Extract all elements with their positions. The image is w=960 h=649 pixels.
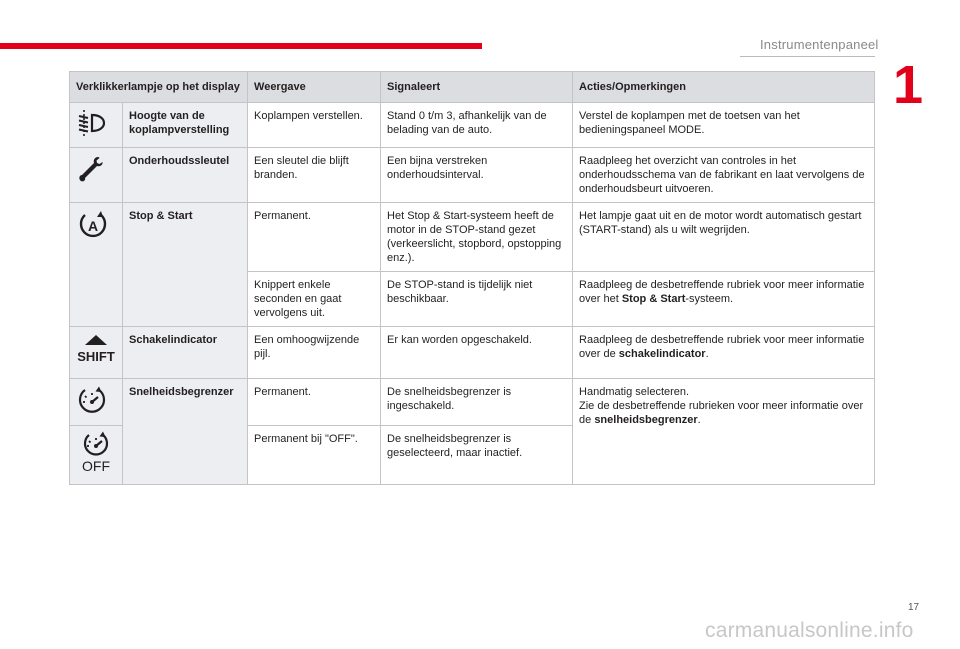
icon-cell	[70, 426, 123, 485]
svg-text:A: A	[87, 218, 99, 234]
watermark: carmanualsonline.info	[705, 619, 914, 642]
icon-cell	[70, 148, 123, 203]
signal-cell: Er kan worden opgeschakeld.	[381, 327, 573, 379]
icon-cell	[70, 379, 123, 426]
indicator-name: Onderhoudssleutel	[123, 148, 248, 203]
table-header-row	[70, 72, 875, 103]
page-number: 17	[908, 602, 920, 613]
display-cell: Koplampen verstellen.	[248, 103, 381, 148]
action-text: Zie de desbetreffende rubrieken voor meer informatie over de	[579, 400, 864, 426]
action-emphasis: schakelindicator	[618, 348, 706, 360]
table-row	[70, 379, 875, 426]
icon-cell	[70, 327, 123, 379]
display-cell: Knippert enkele seconden en gaat vervolgens uit.	[248, 272, 381, 327]
icon-cell	[70, 203, 123, 327]
action-cell: Raadpleeg het overzicht van controles in het onderhoudsschema van de fabrikant en laat vervolgens de onderhoudsbeurt uitvoeren.	[573, 148, 875, 203]
action-text: Handmatig selecteren.	[579, 386, 690, 398]
table-row	[70, 203, 875, 272]
action-text: Raadpleeg de desbetreffende rubriek voor meer informatie over de	[579, 334, 865, 360]
display-cell: Een omhoogwijzende pijl.	[248, 327, 381, 379]
action-cell	[573, 272, 875, 327]
table-row	[70, 103, 875, 148]
action-text-suffix: -systeem.	[685, 293, 734, 305]
display-cell: Permanent.	[248, 379, 381, 426]
chapter-number: 1	[893, 55, 924, 115]
speed-limiter-icon	[76, 385, 108, 419]
signal-cell: Een bijna verstreken onderhoudsinterval.	[381, 148, 573, 203]
action-cell: Het lampje gaat uit en de motor wordt automatisch gestart (START-stand) als u wilt wegrijden.	[573, 203, 875, 272]
table-row	[70, 148, 875, 203]
signal-cell: Het Stop & Start-systeem heeft de motor in de STOP-stand gezet (verkeerslicht, stopbord, opstopping enz.).	[381, 203, 573, 272]
action-text: Raadpleeg de desbetreffende rubriek voor meer informatie over het	[579, 279, 865, 305]
action-cell	[573, 327, 875, 379]
headlamp-level-icon	[76, 109, 108, 141]
display-cell: Een sleutel die blijft branden.	[248, 148, 381, 203]
indicator-name: Snelheidsbegrenzer	[123, 379, 248, 485]
signal-cell: De STOP-stand is tijdelijk niet beschikbaar.	[381, 272, 573, 327]
signal-cell: Stand 0 t/m 3, afhankelijk van de belading van de auto.	[381, 103, 573, 148]
display-cell: Permanent bij "OFF".	[248, 426, 381, 485]
column-header-actions: Acties/Opmerkingen	[573, 72, 875, 103]
signal-cell: De snelheidsbegrenzer is geselecteerd, maar inactief.	[381, 426, 573, 485]
indicator-table	[69, 71, 875, 485]
display-cell: Permanent.	[248, 203, 381, 272]
indicator-name: Hoogte van de koplampverstelling	[123, 103, 248, 148]
action-cell	[573, 379, 875, 485]
section-title: Instrumentenpaneel	[760, 37, 879, 52]
table-row	[70, 327, 875, 379]
action-emphasis: snelheidsbegrenzer	[594, 414, 698, 426]
stop-start-icon	[76, 209, 110, 245]
header-divider	[740, 56, 875, 57]
column-header-signal: Signaleert	[381, 72, 573, 103]
indicator-name: Schakelindicator	[123, 327, 248, 379]
icon-cell	[70, 103, 123, 148]
off-label: OFF	[82, 458, 110, 474]
speed-limiter-off-icon	[76, 430, 116, 478]
action-text-suffix: .	[697, 414, 701, 426]
wrench-icon	[76, 154, 104, 188]
action-text-suffix: .	[705, 348, 709, 360]
shift-indicator-icon	[76, 333, 116, 369]
signal-cell: De snelheidsbegrenzer is ingeschakeld.	[381, 379, 573, 426]
shift-label: SHIFT	[77, 349, 115, 364]
action-cell: Verstel de koplampen met de toetsen van het bedieningspaneel MODE.	[573, 103, 875, 148]
action-emphasis: Stop & Start	[621, 293, 686, 305]
indicator-name: Stop & Start	[123, 203, 248, 327]
column-header-indicator: Verklikkerlampje op het display	[70, 72, 248, 103]
column-header-display: Weergave	[248, 72, 381, 103]
header-accent-bar	[0, 43, 482, 49]
